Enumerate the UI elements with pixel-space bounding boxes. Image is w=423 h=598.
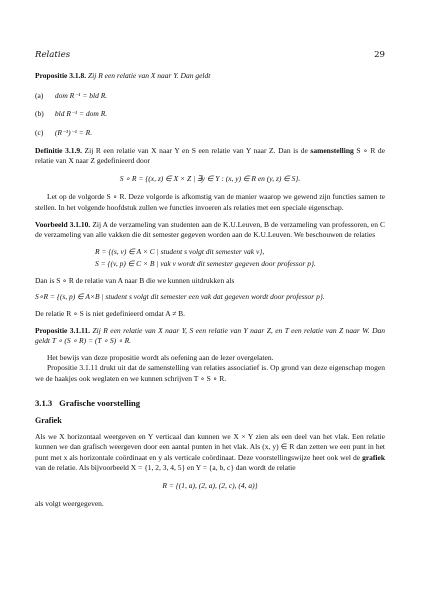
- paragraph-proof: Het bewijs van deze propositie wordt als oefening aan de lezer overgelaten.: [47, 353, 274, 363]
- paragraph-text: van de relatie. Als bijvoorbeeld X = {1, 2, 3, 4, 5} en Y = {a, b, c} dan wordt de relatie: [35, 462, 296, 472]
- proposition-label: Propositie 3.1.11.: [35, 325, 91, 335]
- display-formula: R = {(s, v) ∈ A × C | student s volgt dit semester vak v},: [95, 247, 265, 257]
- list-item-text: bld R⁻¹ = dom R.: [54, 109, 108, 119]
- list-item-text: dom R⁻¹ = bld R.: [54, 91, 108, 101]
- running-head: Relaties: [35, 50, 71, 60]
- list-item: [35, 109, 385, 119]
- paragraph-associativity: Propositie 3.1.11 drukt uit dat de samenstelling van relaties associatief is. Op grond van deze eigenschap mogen we de haakjes ook weglaten en we kunnen schrijven T ∘ S ∘ R.: [35, 363, 385, 383]
- subsection-heading: Grafiek: [35, 416, 62, 426]
- display-formula: S ∘ R = {(x, z) ∈ X × Z | ∃y ∈ Y : (x, y) ∈ R en (y, z) ∈ S}.: [119, 174, 301, 184]
- proposition-3-1-11: [35, 326, 385, 346]
- example-text-then: Dan is S ∘ R de relatie van A naar B die we kunnen uitdrukken als: [35, 276, 235, 286]
- paragraph-text: Als we X horizontaal weergeven en Y verticaal dan kunnen we X × Y zien als een deel van het vlak. Een relatie kunnen we dan grafisch weergeven door een aantal punten in het vlak. Als (x, y) ∈ R dan zetten we een punt in het punt met x als horizontale coördinaat en y als verticale coördinaat. Deze voorstellingswijze heet ook wel de: [35, 432, 385, 462]
- definition-term: samenstelling: [310, 145, 354, 155]
- section-heading: [35, 398, 385, 408]
- display-formula: S = {(v, p) ∈ C × B | vak v wordt dit semester gegeven door professor p}.: [95, 259, 316, 269]
- paragraph-graph: [35, 432, 385, 473]
- display-formula-group: [95, 246, 385, 270]
- definition-text: Zij R een relatie van X naar Y en S een relatie van Y naar Z. Dan is de: [84, 145, 308, 155]
- example-label: Voorbeeld 3.1.10.: [35, 219, 91, 229]
- list-item: [35, 128, 385, 138]
- definition-text: S ∘ R de relatie van X naar Z gedefinieerd door: [35, 145, 386, 166]
- display-formula: R = {(1, a), (2, a), (2, c), (4, a)}: [162, 481, 258, 491]
- page-header: [35, 50, 385, 62]
- section-title: Grafische voorstelling: [59, 397, 141, 408]
- section-number: 3.1.3: [35, 397, 53, 408]
- definition-label: Definitie 3.1.9.: [35, 145, 82, 155]
- example-text-undefined: De relatie R ∘ S is niet gedefinieerd omdat A ≠ B.: [35, 308, 186, 318]
- paragraph-order: Let op de volgorde S ∘ R. Deze volgorde is afkomstig van de manier waarop we gewend zijn functies samen te stellen. In het volgende hoofdstuk zullen we functies invoeren als relaties met een speciale eigenschap.: [35, 192, 385, 212]
- paragraph-term: grafiek: [362, 452, 386, 462]
- list-item-label: (b): [35, 109, 44, 119]
- page-number: 29: [374, 50, 385, 60]
- list-item-text: (R⁻¹)⁻¹ = R.: [54, 127, 93, 137]
- proposition-3-1-8: [35, 71, 385, 81]
- list-item-label: (c): [35, 127, 44, 137]
- example-3-1-10: [35, 220, 385, 240]
- definition-3-1-9: [35, 146, 385, 166]
- example-text: Zij A de verzameling van studenten aan de K.U.Leuven, B de verzameling van professoren, en C de verzameling van alle vakken die dit semester gegeven worden aan de K.U.Leuven. We beschouwen de relaties: [35, 219, 386, 240]
- paragraph-closing: als volgt weergegeven.: [35, 499, 104, 509]
- proposition-label: Propositie 3.1.8.: [35, 71, 87, 80]
- proposition-statement: Zij R een relatie van X naar Y. Dan geldt: [87, 71, 211, 80]
- display-formula: S∘R = {(s, p) ∈ A×B | student s volgt dit semester een vak dat gegeven wordt door professor p}.: [35, 292, 325, 302]
- proposition-statement: Zij R een relatie van X naar Y, S een relatie van Y naar Z, en T een relatie van Z naar W. Dan geldt T ∘ (S ∘ R) = (T ∘ S) ∘ R.: [35, 325, 386, 346]
- list-item-label: (a): [35, 91, 44, 101]
- page-content: [35, 71, 385, 509]
- list-item: [35, 91, 385, 101]
